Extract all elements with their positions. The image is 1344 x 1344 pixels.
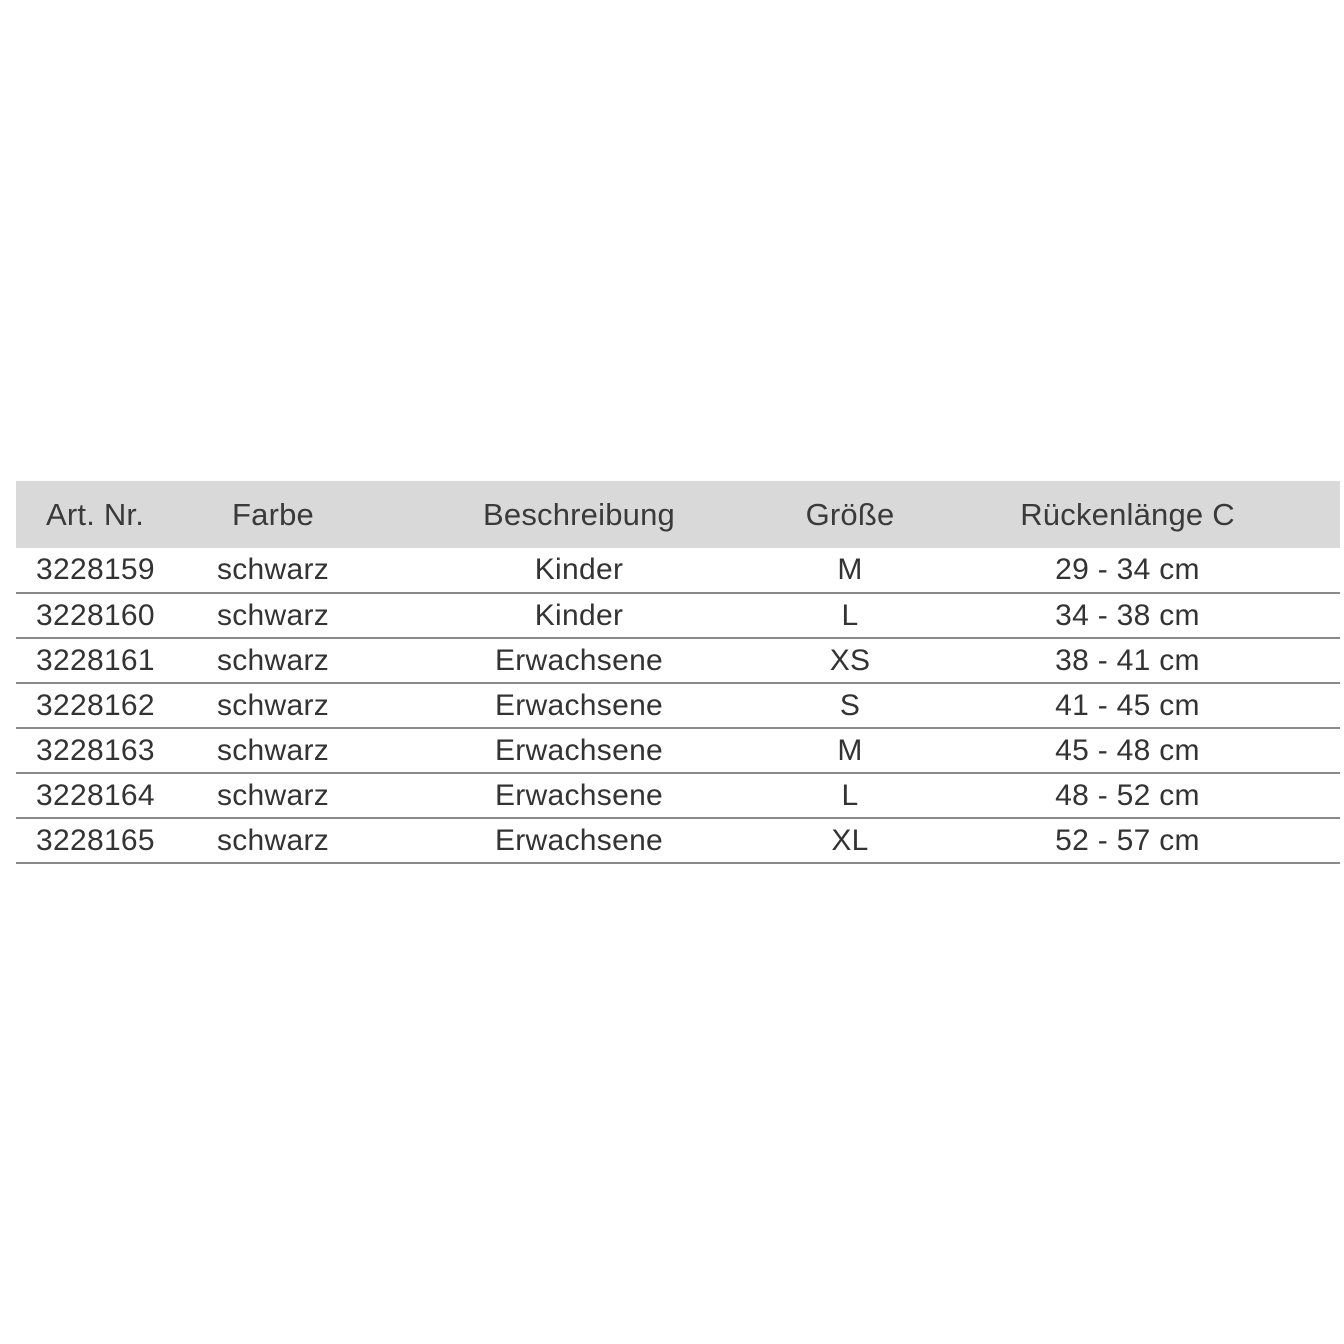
header-groesse: Größe <box>805 496 895 532</box>
cell-farbe: schwarz <box>216 688 330 722</box>
header-row <box>16 481 1340 548</box>
table-row <box>16 548 1340 593</box>
cell-beschreibung: Erwachsene <box>494 733 664 767</box>
table-header <box>16 481 1340 548</box>
cell-beschreibung: Erwachsene <box>494 778 664 812</box>
cell-art-nr: 3228162 <box>36 688 155 722</box>
table-row <box>16 818 1340 863</box>
cell-farbe: schwarz <box>216 778 330 812</box>
cell-rueckenlaenge: 52 - 57 cm <box>1055 823 1200 857</box>
cell-farbe: schwarz <box>216 823 330 857</box>
header-beschreibung: Beschreibung <box>483 496 675 532</box>
header-rueckenlaenge: Rückenlänge C <box>1020 496 1235 532</box>
header-art-nr: Art. Nr. <box>46 496 145 532</box>
table-row <box>16 773 1340 818</box>
cell-groesse: XL <box>831 823 869 857</box>
cell-art-nr: 3228165 <box>36 823 155 857</box>
cell-rueckenlaenge: 41 - 45 cm <box>1055 688 1200 722</box>
cell-rueckenlaenge: 34 - 38 cm <box>1055 598 1200 632</box>
header-farbe: Farbe <box>232 496 314 532</box>
cell-art-nr: 3228161 <box>36 643 155 677</box>
cell-groesse: L <box>841 778 859 812</box>
table-row <box>16 728 1340 773</box>
table-row <box>16 683 1340 728</box>
cell-beschreibung: Erwachsene <box>494 823 664 857</box>
cell-art-nr: 3228163 <box>36 733 155 767</box>
table-row <box>16 638 1340 683</box>
size-table <box>16 481 1340 864</box>
cell-art-nr: 3228159 <box>36 553 155 586</box>
cell-beschreibung: Kinder <box>534 598 624 632</box>
cell-beschreibung: Erwachsene <box>494 643 664 677</box>
cell-beschreibung: Erwachsene <box>494 688 664 722</box>
cell-groesse: M <box>837 733 863 767</box>
cell-groesse: XS <box>829 643 871 677</box>
table-row <box>16 593 1340 638</box>
cell-beschreibung: Kinder <box>534 553 624 586</box>
cell-rueckenlaenge: 45 - 48 cm <box>1055 733 1200 767</box>
cell-farbe: schwarz <box>216 643 330 677</box>
cell-art-nr: 3228160 <box>36 598 155 632</box>
cell-groesse: M <box>837 553 863 586</box>
cell-art-nr: 3228164 <box>36 778 155 812</box>
cell-farbe: schwarz <box>216 733 330 767</box>
table-body <box>16 548 1340 863</box>
cell-rueckenlaenge: 38 - 41 cm <box>1055 643 1200 677</box>
cell-groesse: L <box>841 598 859 632</box>
cell-farbe: schwarz <box>216 553 330 586</box>
cell-groesse: S <box>839 688 861 722</box>
cell-farbe: schwarz <box>216 598 330 632</box>
cell-rueckenlaenge: 29 - 34 cm <box>1055 553 1200 586</box>
cell-rueckenlaenge: 48 - 52 cm <box>1055 778 1200 812</box>
